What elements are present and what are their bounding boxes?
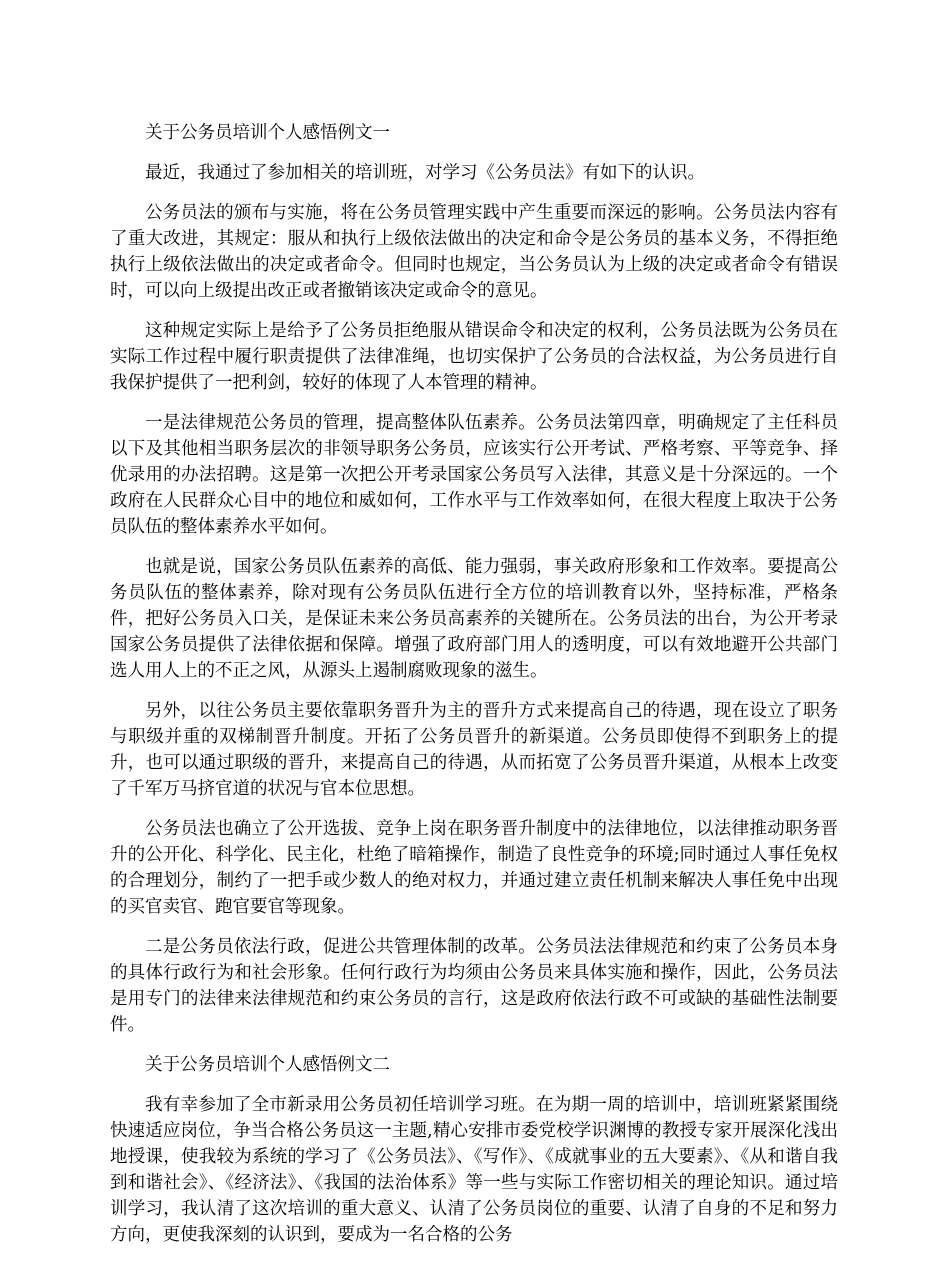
paragraph: 公务员法的颁布与实施，将在公务员管理实践中产生重要而深远的影响。公务员法内容有了重大改进，其规定：服从和执行上级依法做出的决定和命令是公务员的基本义务，不得拒绝执行上级依法做出的决定或者命令。但同时也规定，当公务员认为上级的决定或者命令有错误时，可以向上级提出改正或者撤销该决定或命令的意见。 (110, 203, 838, 301)
paragraph: 我有幸参加了全市新录用公务员初任培训学习班。在为期一周的培训中，培训班紧紧围绕快速适应岗位，争当合格公务员这一主题,精心安排市委党校学识渊博的教授专家开展深化浅出地授课，使我较为系统的学习了《公务员法》、《写作》、《成就事业的五大要素》、《从和谐自我到和谐社会》、《经济法》、《我国的法治体系》等一些与实际工作密切相关的理论知识。通过培训学习，我认清了这次培训的重大意义、认清了公务员岗位的重要、认清了自身的不足和努力方向，更使我深刻的认识到，要成为一名合格的公务 (110, 1095, 838, 1245)
section-title-1: 关于公务员培训个人感悟例文一 (145, 123, 390, 143)
document-page (110, 120, 838, 1262)
paragraph: 最近，我通过了参加相关的培训班，对学习《公务员法》有如下的认识。 (145, 163, 705, 183)
paragraph: 也就是说，国家公务员队伍素养的高低、能力强弱，事关政府形象和工作效率。要提高公务员队伍的整体素养，除对现有公务员队伍进行全方位的培训教育以外，坚持标准，严格条件，把好公务员入口关，是保证未来公务员高素养的关键所在。公务员法的出台，为公开考录国家公务员提供了法律依据和保障。增强了政府部门用人的透明度，可以有效地避开公共部门选人用人上的不正之风，从源头上遏制腐败现象的滋生。 (110, 557, 838, 681)
paragraph: 这种规定实际上是给予了公务员拒绝服从错误命令和决定的权利，公务员法既为公务员在实际工作过程中履行职责提供了法律准绳，也切实保护了公务员的合法权益，为公务员进行自我保护提供了一把利剑，较好的体现了人本管理的精神。 (110, 321, 838, 393)
paragraph: 二是公务员依法行政，促进公共管理体制的改革。公务员法法律规范和约束了公务员本身的具体行政行为和社会形象。任何行政行为均须由公务员来具体实施和操作，因此，公务员法是用专门的法律来法律规范和约束公务员的言行，这是政府依法行政不可或缺的基础性法制要件。 (110, 937, 838, 1035)
paragraph: 公务员法也确立了公开选拔、竞争上岗在职务晋升制度中的法律地位，以法律推动职务晋升的公开化、科学化、民主化，杜绝了暗箱操作，制造了良性竞争的环境;同时通过人事任免权的合理划分，制约了一把手或少数人的绝对权力，并通过建立责任机制来解决人事任免中出现的买官卖官、跑官要官等现象。 (110, 819, 838, 917)
section-title-2: 关于公务员培训个人感悟例文二 (145, 1055, 390, 1075)
paragraph: 另外，以往公务员主要依靠职务晋升为主的晋升方式来提高自己的待遇，现在设立了职务与职级并重的双梯制晋升制度。开拓了公务员晋升的新渠道。公务员即使得不到职务上的提升，也可以通过职级的晋升，来提高自己的待遇，从而拓宽了公务员晋升渠道，从根本上改变了千军万马挤官道的状况与官本位思想。 (110, 701, 838, 799)
paragraph: 一是法律规范公务员的管理，提高整体队伍素养。公务员法第四章，明确规定了主任科员以下及其他相当职务层次的非领导职务公务员，应该实行公开考试、严格考察、平等竞争、择优录用的办法招聘。这是第一次把公开考录国家公务员写入法律，其意义是十分深远的。一个政府在人民群众心目中的地位和威如何，工作水平与工作效率如何，在很大程度上取决于公务员队伍的整体素养水平如何。 (110, 413, 838, 537)
